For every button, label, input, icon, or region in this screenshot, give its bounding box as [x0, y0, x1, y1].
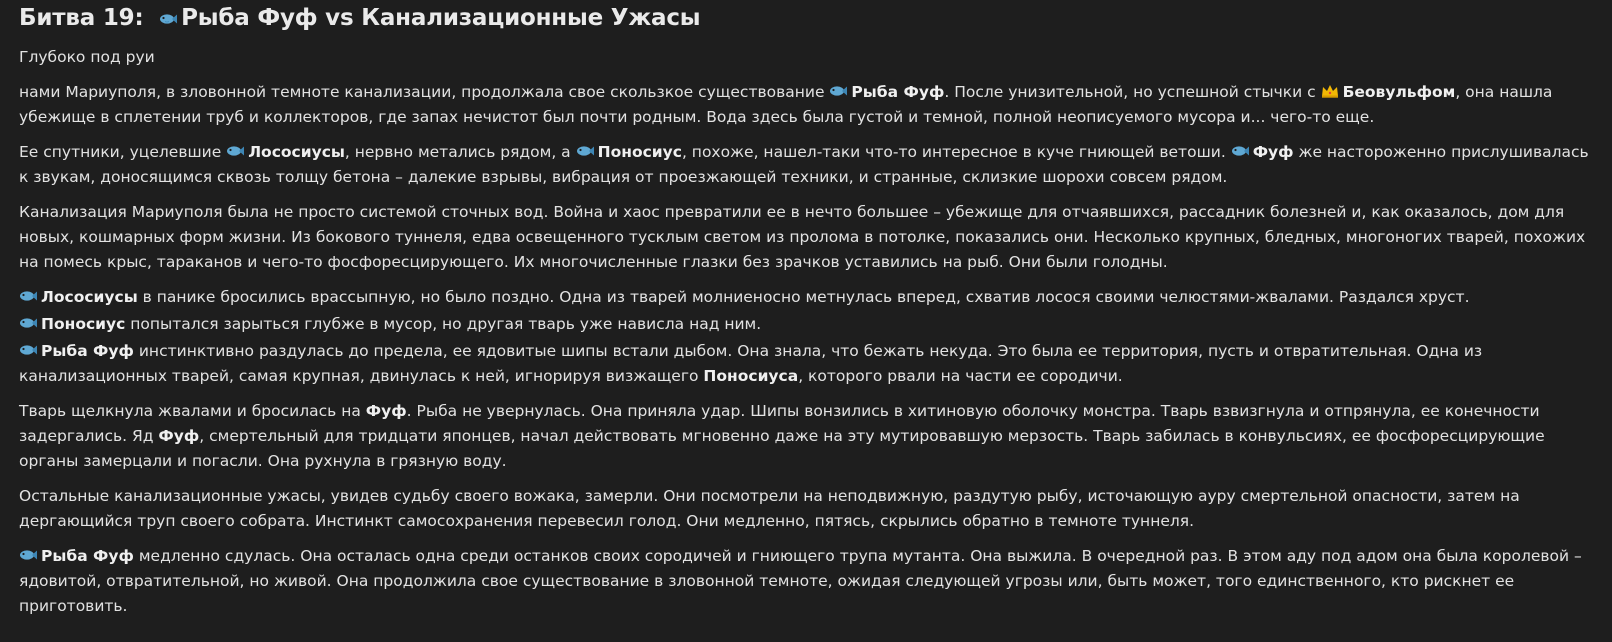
paragraph-4	[19, 399, 1598, 474]
fish-icon	[226, 144, 244, 158]
p4-text-e: , смертельный для тридцати японцев, начал действовать мгновенно даже на эту мутировавшую мерзость. Тварь забилась в конвульсиях, ее фосфоресцирующие органы замерцали и погасли. Она рухнула в грязную воду.	[19, 427, 1545, 470]
fish-icon	[829, 84, 847, 98]
l3-tail: , которого рвали на части ее сородичи.	[798, 367, 1123, 385]
p1-text-e: , она нашла убежище в сплетении труб и коллекторов, где запах нечистот был почти родным. Вода здесь была густой и темной, полной неописуемого мусора и... чего-то еще.	[19, 83, 1553, 126]
page-title	[19, 0, 1598, 33]
p1-bold-fish: Рыба Фуф	[851, 83, 945, 101]
l2-bold: Поносиус	[41, 315, 126, 333]
p2-bold-ponosius: Поносиус	[597, 143, 682, 161]
l3-bold: Рыба Фуф	[41, 342, 134, 360]
p1-text-a: нами Мариуполя, в зловонной темноте канализации, продолжала свое скользкое существование	[19, 83, 825, 101]
paragraph-3: Канализация Мариуполя была не просто системой сточных вод. Война и хаос превратили ее в нечто большее – убежище для отчаявшихся, рассадник болезней и, как оказалось, дом для новых, кошмарных форм жизни. Из бокового туннеля, едва освещенного тусклым светом из пролома в потолке, показались они. Несколько крупных, бледных, многоногих тварей, похожих на помесь крыс, тараканов и чего-то фосфоресцирующего. Их многочисленные глазки без зрачков уставились на рыб. Они были голодны.	[19, 203, 1586, 271]
fish-icon	[1231, 144, 1249, 158]
p2-bold-fuf: Фуф	[1252, 143, 1294, 161]
paragraph-6	[19, 544, 1598, 619]
list-item	[19, 339, 1598, 389]
p4-text-c: . Рыба не увернулась. Она приняла удар. Шипы вонзились в хитиновую оболочку монстра. Тварь взвизгнула и отпрянула, ее конечности задергались. Яд	[19, 402, 1540, 445]
l2-text: попытался зарыться глубже в мусор, но другая тварь уже нависла над ним.	[130, 315, 762, 333]
list-item	[19, 285, 1598, 310]
crown-icon	[1321, 84, 1339, 98]
p4-text-a: Тварь щелкнула жвалами и бросилась на	[19, 402, 361, 420]
p2-text-a: Ее спутники, уцелевшие	[19, 143, 222, 161]
p4-bold-fuf: Фуф	[365, 402, 407, 420]
fish-icon	[19, 343, 37, 357]
p1-bold-beowulf: Беовульфом	[1342, 83, 1456, 101]
paragraph-1	[19, 80, 1598, 130]
p2-text-c: , нервно метались рядом, а	[344, 143, 571, 161]
list-item	[19, 312, 1598, 337]
p1-text-c: . После унизительной, но успешной стычки с	[944, 83, 1316, 101]
fish-icon	[576, 144, 594, 158]
paragraph-2	[19, 140, 1598, 190]
fish-icon	[19, 548, 37, 562]
l3-bold-ponosiusa: Поносиуса	[703, 367, 799, 385]
p4-bold-fuf-2: Фуф	[158, 427, 200, 445]
fish-icon	[159, 12, 177, 26]
p2-text-g: же настороженно прислушивалась к звукам, доносящимся сквозь толщу бетона – далекие взрывы, вибрация от проезжающей техники, и странные, склизкие шорохи совсем рядом.	[19, 143, 1589, 186]
fish-icon	[19, 316, 37, 330]
intro-line: Глубоко под руи	[19, 48, 155, 66]
fate-list	[19, 285, 1598, 389]
l1-text: в панике бросились врассыпную, но было поздно. Одна из тварей молниеносно метнулась вперед, схватив лосося своими челюстями-жвалами. Раздался хруст.	[142, 288, 1470, 306]
paragraph-5: Остальные канализационные ужасы, увидев судьбу своего вожака, замерли. Они посмотрели на неподвижную, раздутую рыбу, источающую ауру смертельной опасности, затем на дергающийся труп своего собрата. Инстинкт самосохранения перевесил голод. Они медленно, пятясь, скрылись обратно в темноте туннеля.	[19, 487, 1520, 530]
title-text: Рыба Фуф vs Канализационные Ужасы	[181, 5, 701, 31]
p2-bold-salmons: Лососиусы	[248, 143, 345, 161]
fish-icon	[19, 289, 37, 303]
l1-bold: Лососиусы	[41, 288, 138, 306]
p6-bold-fish: Рыба Фуф	[41, 547, 134, 565]
title-prefix: Битва 19:	[19, 5, 144, 31]
p2-text-e: , похоже, нашел-таки что-то интересное в куче гниющей ветоши.	[681, 143, 1226, 161]
p6-text-b: медленно сдулась. Она осталась одна среди останков своих сородичей и гниющего трупа мутанта. Она выжила. В очередной раз. В этом аду под адом она была королевой – ядовитой, отвратительной, но живой. Она продолжила свое существование в зловонной темноте, ожидая следующей угрозы или, быть может, того единственного, кто рискнет ее приготовить.	[19, 547, 1582, 615]
l3-text: инстинктивно раздулась до предела, ее ядовитые шипы встали дыбом. Она знала, что бежать некуда. Это была ее территория, пусть и отвратительная. Одна из канализационных тварей, самая крупная, двинулась к ней, игнорируя визжащего	[19, 342, 1483, 385]
